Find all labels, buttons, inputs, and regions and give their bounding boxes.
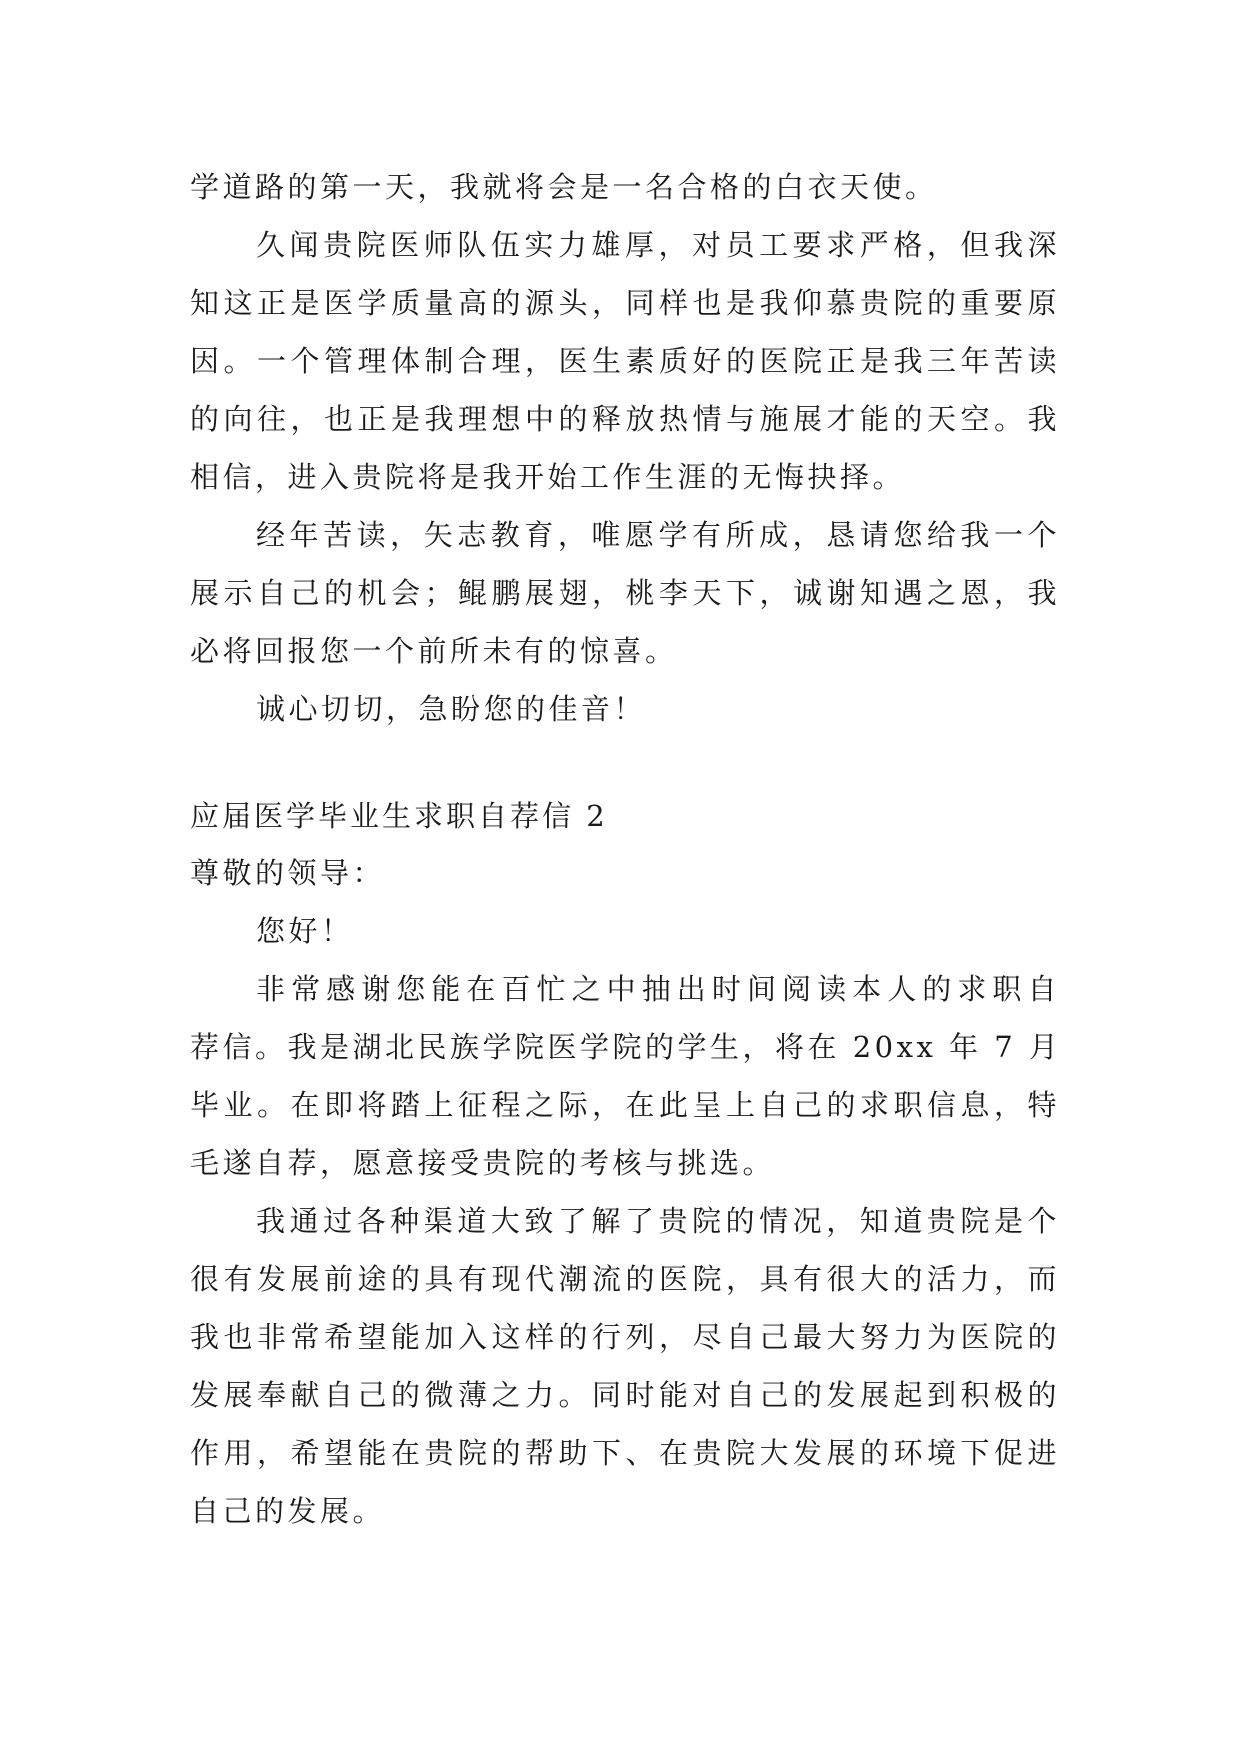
text-line: 很有发展前途的具有现代潮流的医院，具有很大的活力，而 <box>190 1262 1060 1296</box>
text-line: 毕业。在即将踏上征程之际，在此呈上自己的求职信息，特 <box>190 1088 1060 1122</box>
text-line: 我也非常希望能加入这样的行列，尽自己最大努力为医院的 <box>190 1320 1060 1354</box>
paragraph-understanding-of-hospital <box>190 1192 1060 1540</box>
text-line: 必将回报您一个前所未有的惊喜。 <box>190 634 678 668</box>
text-line: 久闻贵院医师队伍实力雄厚，对员工要求严格，但我深 <box>256 228 1060 262</box>
document-body <box>190 158 1060 1540</box>
paragraph-hospital-reputation <box>190 216 1060 506</box>
text-line: 发展奉献自己的微薄之力。同时能对自己的发展起到积极的 <box>190 1378 1060 1412</box>
text-line: 作用，希望能在贵院的帮助下、在贵院大发展的环境下促进 <box>190 1436 1060 1470</box>
greeting: 您好！ <box>256 914 354 948</box>
salutation: 尊敬的领导： <box>190 856 386 890</box>
paragraph-years-of-study <box>190 506 1060 680</box>
text-line: 知这正是医学质量高的源头，同样也是我仰慕贵院的重要原 <box>190 286 1060 320</box>
text-line: 因。一个管理体制合理，医生素质好的医院正是我三年苦读 <box>190 344 1060 378</box>
text-line: 荐信。我是湖北民族学院医学院的学生，将在 20xx 年 7 月 <box>190 1030 1062 1064</box>
text-line: 的向往，也正是我理想中的释放热情与施展才能的天空。我 <box>190 402 1060 436</box>
closing-line: 诚心切切，急盼您的佳音！ <box>256 692 647 726</box>
text-line: 非常感谢您能在百忙之中抽出时间阅读本人的求职自 <box>256 972 1060 1006</box>
letter-title: 应届医学毕业生求职自荐信 2 <box>190 799 608 833</box>
text-line: 经年苦读，矢志教育，唯愿学有所成，恳请您给我一个 <box>256 518 1060 552</box>
text-line: 展示自己的机会；鲲鹏展翅，桃李天下，诚谢知遇之恩，我 <box>190 576 1060 610</box>
text-line: 我通过各种渠道大致了解了贵院的情况，知道贵院是个 <box>256 1204 1060 1238</box>
paragraph-continuation <box>190 158 1060 216</box>
text-line: 自己的发展。 <box>190 1494 386 1528</box>
text-line: 学道路的第一天，我就将会是一名合格的白衣天使。 <box>190 170 938 204</box>
text-line: 相信，进入贵院将是我开始工作生涯的无悔抉择。 <box>190 460 906 494</box>
section-gap <box>190 738 1060 788</box>
paragraph-introduction <box>190 960 1060 1192</box>
text-line: 毛遂自荐，愿意接受贵院的考核与挑选。 <box>190 1146 776 1180</box>
